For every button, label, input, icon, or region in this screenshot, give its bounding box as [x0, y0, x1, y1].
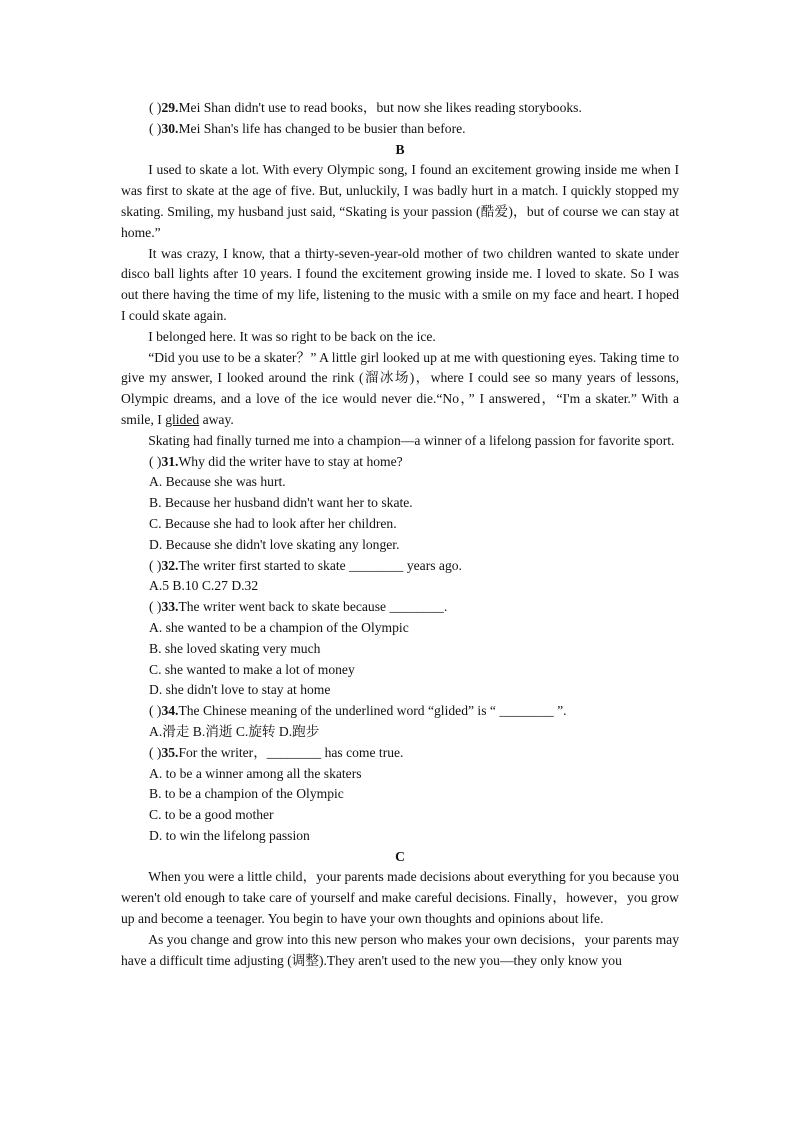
- option-a: A. Because she was hurt.: [149, 474, 286, 490]
- passage-b-paragraph-1: I used to skate a lot. With every Olympic song, I found an excitement growing inside me when I was first to skate at the age of five. But, unluckily, I was badly hurt in a match. I quickly stopped my skating. Smiling, my husband just said, “Skating is your passion (酷爱)，but of course we can stay at home.”: [121, 162, 679, 240]
- question-text: Mei Shan didn't use to read books，but now she likes reading storybooks.: [178, 100, 582, 115]
- option-c: C. to be a good mother: [149, 807, 274, 823]
- answer-bracket: ( ): [149, 599, 162, 615]
- option-c: C. Because she had to look after her children.: [149, 515, 397, 531]
- option-c: C. she wanted to make a lot of money: [149, 661, 355, 677]
- answer-bracket: ( ): [149, 100, 162, 115]
- question-33: [121, 597, 679, 618]
- option-a: A. to be a winner among all the skaters: [149, 765, 362, 781]
- question-32: [121, 556, 679, 577]
- passage-b-paragraph-5: Skating had finally turned me into a champion—a winner of a lifelong passion for favorite sport.: [148, 432, 675, 448]
- option-b: B. to be a champion of the Olympic: [149, 786, 344, 802]
- worksheet-page: [121, 98, 679, 971]
- answer-bracket: ( ): [149, 744, 162, 760]
- question-text: The writer went back to skate because ________.: [178, 599, 448, 615]
- question-number: 33.: [161, 599, 179, 615]
- question-number: 30.: [161, 120, 179, 136]
- answer-bracket: ( ): [149, 453, 162, 469]
- question-number: 32.: [161, 557, 179, 573]
- question-35: [121, 743, 679, 764]
- underlined-word: glided: [165, 411, 200, 427]
- passage-b-paragraph-4: [121, 348, 679, 431]
- option-b: B. Because her husband didn't want her to skate.: [149, 495, 413, 511]
- question-number: 29.: [161, 100, 179, 115]
- options-inline: A.5 B.10 C.27 D.32: [149, 578, 259, 594]
- option-d: D. to win the lifelong passion: [149, 827, 310, 843]
- passage-b-paragraph-3: I belonged here. It was so right to be back on the ice.: [148, 328, 436, 344]
- passage-c-paragraph-2: As you change and grow into this new person who makes your own decisions，your parents may have a difficult time adjusting (调整).They aren't used to the new you—they only know you: [121, 931, 679, 968]
- answer-bracket: ( ): [149, 557, 162, 573]
- option-d: D. Because she didn't love skating any longer.: [149, 536, 400, 552]
- paragraph-text-end: away.: [199, 411, 234, 427]
- question-text: The Chinese meaning of the underlined word “glided” is “ ________ ”.: [178, 703, 567, 719]
- question-text: Mei Shan's life has changed to be busier than before.: [178, 120, 466, 136]
- question-text: Why did the writer have to stay at home?: [178, 453, 403, 469]
- option-a: A. she wanted to be a champion of the Olympic: [149, 619, 409, 635]
- option-b: B. she loved skating very much: [149, 640, 321, 656]
- passage-c-paragraph-1: When you were a little child，your parents made decisions about everything for you because you weren't old enough to take care of yourself and make careful decisions. Finally，however，you grow up and become a teenager. You begin to have your own thoughts and opinions about life.: [121, 869, 679, 927]
- question-number: 34.: [161, 703, 179, 719]
- question-text: The writer first started to skate ________ years ago.: [178, 557, 462, 573]
- option-d: D. she didn't love to stay at home: [149, 682, 331, 698]
- question-text: For the writer，________ has come true.: [178, 744, 404, 760]
- answer-bracket: ( ): [149, 120, 162, 136]
- answer-bracket: ( ): [149, 703, 162, 719]
- question-29: [121, 98, 679, 119]
- passage-b-paragraph-2: It was crazy, I know, that a thirty-seven-year-old mother of two children wanted to skate under disco ball lights after 10 years. I found the excitement growing inside me. I loved to skate. So I was out there having the time of my life, listening to the music with a smile on my face and heart. I hoped I could skate again.: [121, 245, 679, 323]
- question-number: 35.: [161, 744, 179, 760]
- question-number: 31.: [161, 453, 179, 469]
- section-b-heading: B: [395, 141, 405, 157]
- question-31: [121, 452, 679, 473]
- question-30: [121, 119, 679, 140]
- paragraph-text: “Did you use to be a skater？” A little girl looked up at me with questioning eyes. Taking time to give my answer, I looked around the rink (溜冰场)，where I could see so many years of lessons, Olympic dreams, and a love of the ice would never die.“No，” I answered，“I'm a skater.” With a smile, I: [121, 349, 679, 427]
- section-c-heading: C: [395, 848, 405, 864]
- question-34: [121, 701, 679, 722]
- options-inline: A.滑走 B.消逝 C.旋转 D.跑步: [149, 723, 320, 739]
